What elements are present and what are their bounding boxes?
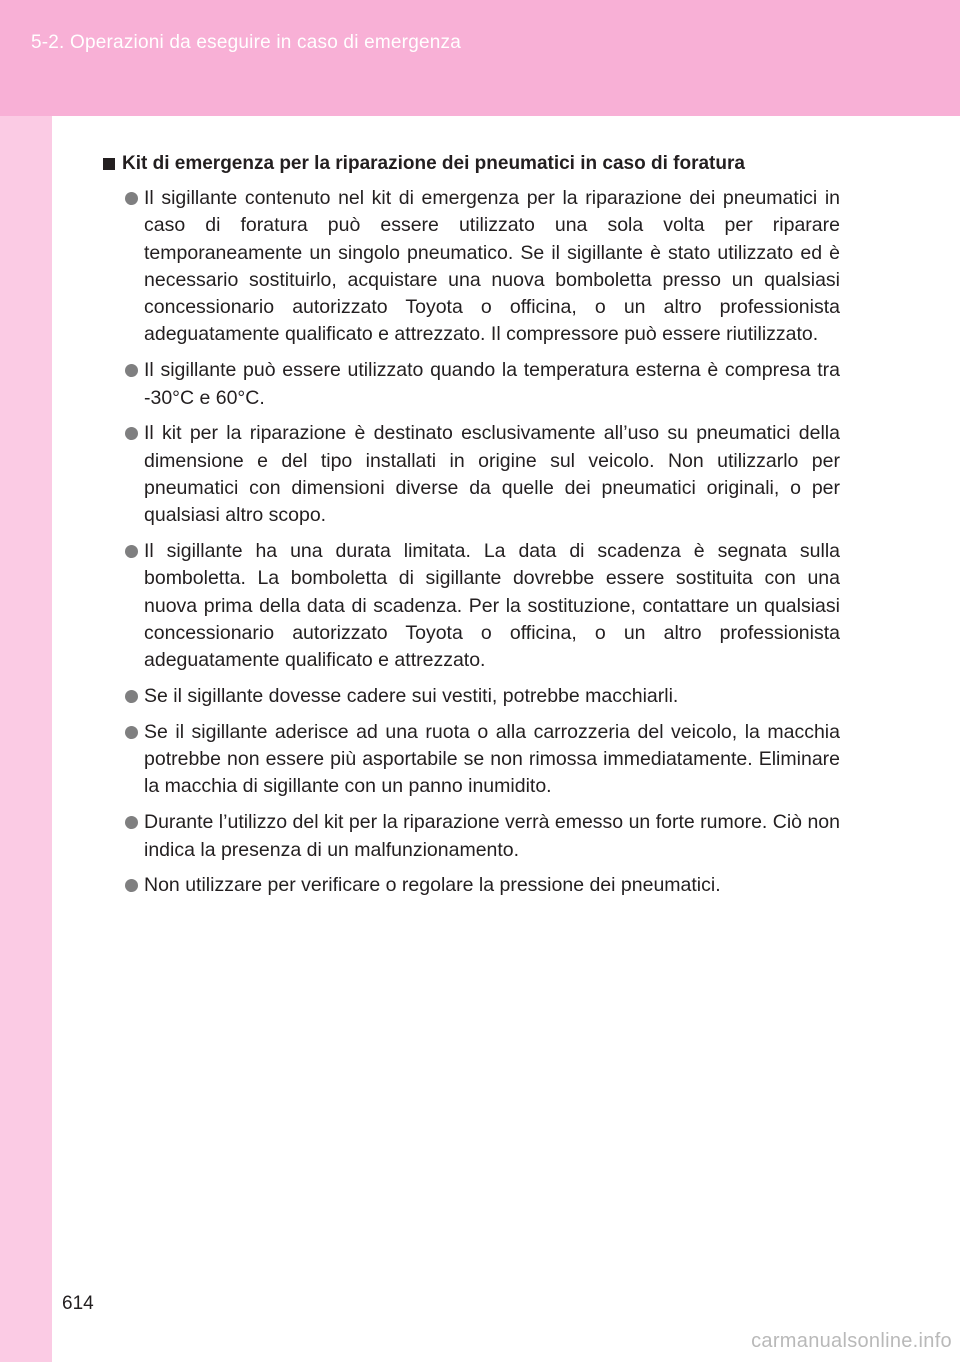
list-item (125, 538, 840, 674)
list-item-text: Se il sigillante aderisce ad una ruota o alla carrozzeria del veicolo, la macchia potrebbe non essere più asportabile se non rimossa immediatamente. Eliminare la macchia di sigillante con un panno inumidito. (144, 720, 840, 798)
round-bullet-icon (125, 690, 138, 703)
round-bullet-icon (125, 364, 138, 377)
list-item (125, 357, 840, 412)
section-title: 5-2. Operazioni da eseguire in caso di emergenza (31, 32, 461, 53)
list-item (125, 185, 840, 349)
list-item-text: Il sigillante ha una durata limitata. La data di scadenza è segnata sulla bomboletta. La bomboletta di sigillante dovrebbe essere sostituita con una nuova prima della data di scadenza. Per la sostituzione, contattare un qualsiasi concessionario autorizzato Toyota o officina, o un altro professionista adeguatamente qualificato e attrezzato. (144, 540, 840, 672)
round-bullet-icon (125, 726, 138, 739)
page-number: 614 (62, 1293, 94, 1314)
list-item (125, 719, 840, 801)
round-bullet-icon (125, 427, 138, 440)
header-band (0, 0, 960, 116)
list-item-text: Durante l’utilizzo del kit per la riparazione verrà emesso un forte rumore. Ciò non indica la presenza di un malfunzionamento. (144, 811, 840, 861)
left-margin-band (0, 0, 52, 1362)
list-item-text: Il kit per la riparazione è destinato esclusivamente all’uso su pneumatici della dimensione e del tipo installati in origine sul veicolo. Non utilizzarlo per pneumatici con dimensioni diverse da quelle dei pneumatici originali, o per qualsiasi altro scopo. (144, 422, 840, 527)
round-bullet-icon (125, 192, 138, 205)
bullet-list (103, 185, 840, 900)
section-heading-text: Kit di emergenza per la riparazione dei pneumatici in caso di foratura (122, 153, 745, 174)
section-heading (103, 150, 840, 177)
list-item (125, 420, 840, 529)
list-item (125, 809, 840, 864)
round-bullet-icon (125, 879, 138, 892)
square-bullet-icon (103, 158, 115, 170)
list-item-text: Il sigillante contenuto nel kit di emergenza per la riparazione dei pneumatici in caso di foratura può essere utilizzato una sola volta per riparare temporaneamente un singolo pneumatico. Se il sigillante è stato utilizzato ed è necessario sostituirlo, acquistare una nuova bomboletta presso un qualsiasi concessionario autorizzato Toyota o officina, o un altro professionista adeguatamente qualificato e attrezzato. Il compressore può essere riutilizzato. (144, 187, 840, 346)
list-item-text: Non utilizzare per verificare o regolare la pressione dei pneumatici. (144, 874, 721, 897)
round-bullet-icon (125, 545, 138, 558)
round-bullet-icon (125, 816, 138, 829)
list-item-text: Se il sigillante dovesse cadere sui vestiti, potrebbe macchiarli. (144, 685, 679, 708)
page-content (103, 150, 840, 908)
list-item (125, 872, 840, 899)
list-item-text: Il sigillante può essere utilizzato quando la temperatura esterna è compresa tra -30°C e 60°C. (144, 359, 840, 409)
watermark: carmanualsonline.info (751, 1330, 952, 1352)
list-item (125, 683, 840, 710)
